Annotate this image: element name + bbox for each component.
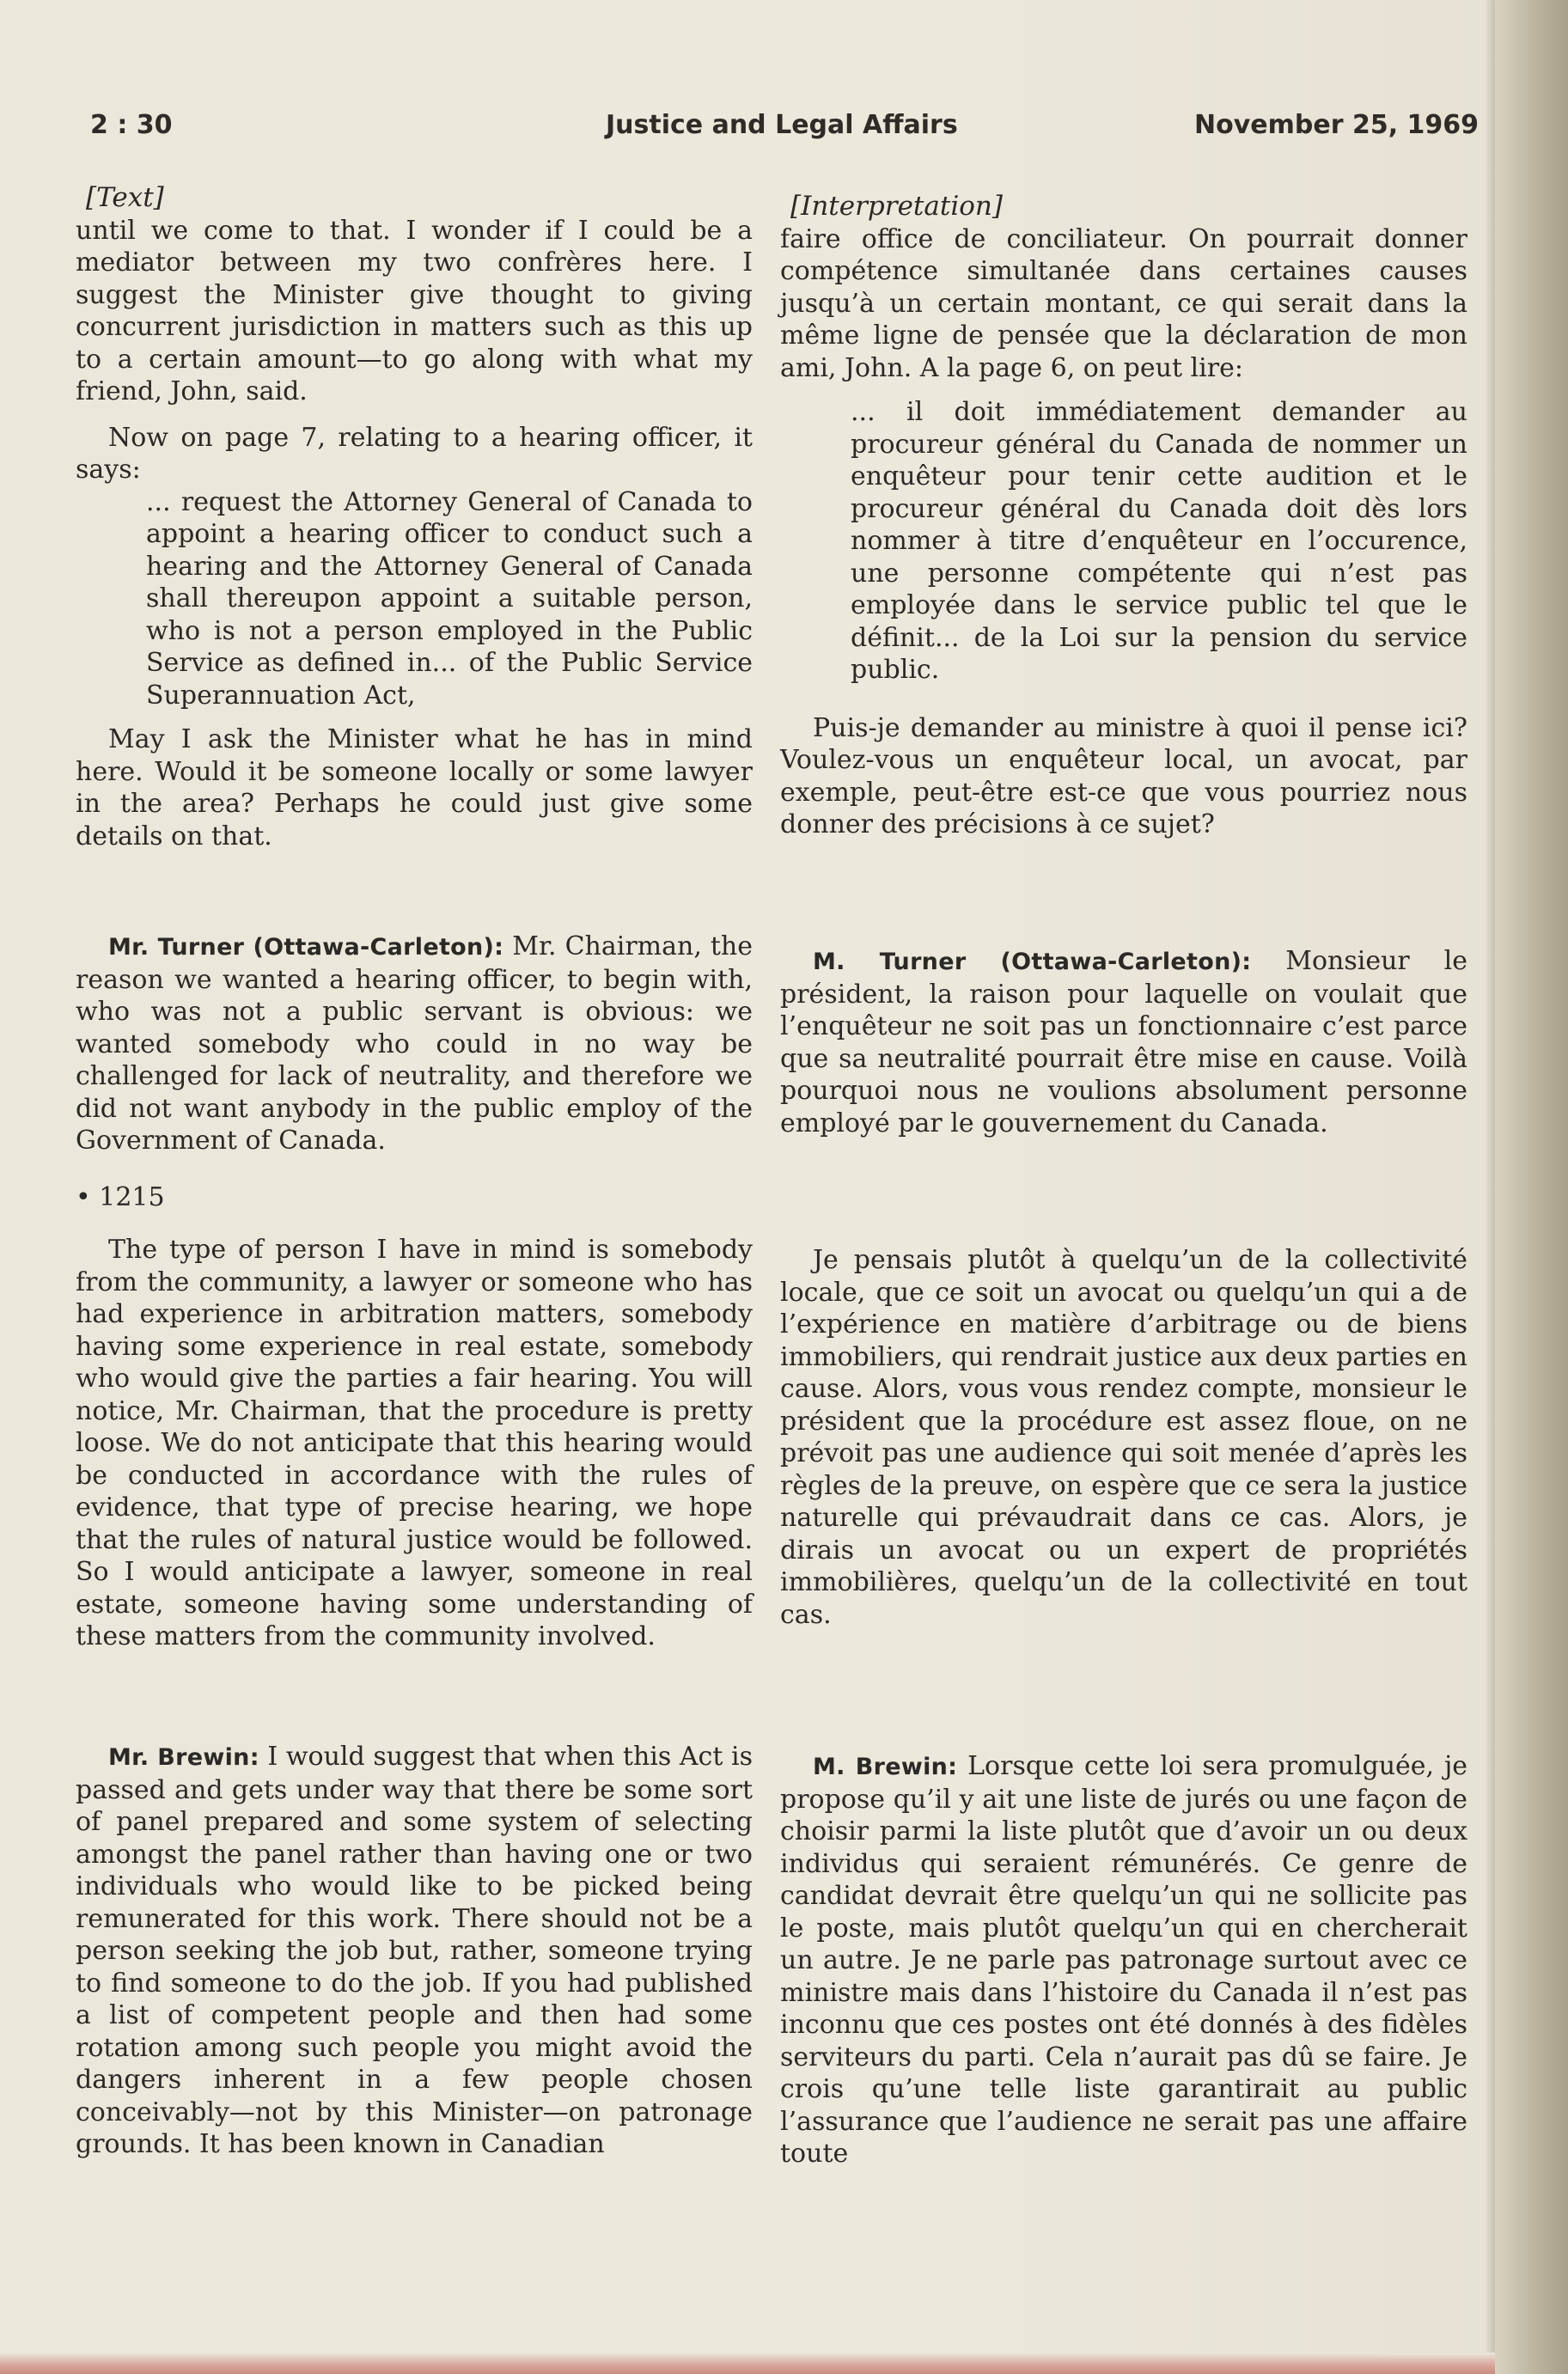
right-column-top [780,191,1467,841]
page-bottom-edge [0,2353,1495,2374]
right-brewin-block [780,1750,1467,2170]
right-turner-block [780,945,1467,1139]
right-brewin-paragraph [780,1750,1467,2170]
right-turner-paragraph [780,945,1467,1139]
left-paragraph-2: Now on page 7, relating to a hearing officer, it says: [76,422,753,485]
page-number: 2 : 30 [90,110,173,140]
text-tag: [Text] [86,182,164,213]
left-middle-block [76,1234,753,1653]
header-date: November 25, 1969 [1194,110,1480,140]
right-paragraph-1: faire office de conciliateur. On pourrait donner compétence simultanée dans certaines causes jusqu’à un certain montant, ce qui serait dans la même ligne de pensée que la déclaration de mon ami, John. A la page 6, on peut lire: [780,223,1467,383]
running-title: Justice and Legal Affairs [606,110,958,140]
right-paragraph-2: Puis-je demander au ministre à quoi il pense ici? Voulez-vous un enquêteur local, un avocat, par exemple, peut-être est-ce que vous pourriez nous donner des précisions à ce sujet? [780,712,1467,839]
time-marker: • 1215 [76,1182,165,1212]
speaker-turner-fr: M. Turner (Ottawa-Carleton): [813,949,1252,975]
speaker-brewin-fr: M. Brewin: [813,1754,958,1780]
right-middle-block [780,1244,1467,1631]
left-time-marker-block [76,1181,753,1214]
left-brewin-paragraph [76,1741,753,2161]
right-turner-text: Monsieur le président, la raison pour laquelle on voulait que l’enquêteur ne soit pas un fonctionnaire c’est parce que sa neutralité pourrait être mise en cause. Voilà pourquoi nous ne voulions absolument personne employé par le gouvernement du Canada. [780,946,1467,1138]
left-column-top [76,182,753,852]
left-quote: ... request the Attorney General of Canada to appoint a hearing officer to conduct such a hearing and the Attorney General of Canada shall thereupon appoint a suitable person, who is not a person employed in the Public Service as defined in... of the Public Service Superannuation Act, [146,486,753,711]
left-paragraph-1: until we come to that. I wonder if I could be a mediator between my two confrères here. I suggest the Minister give thought to giving concurrent jurisdiction in matters such as this up to a certain amount—to go along with what my friend, John, said. [76,215,753,406]
right-paragraph-3: Je pensais plutôt à quelqu’un de la collectivité locale, que ce soit un avocat ou quelqu’un qui a de l’expérience en matière d’arbitrage ou de biens immobiliers, qui rendrait justice aux deux parties en cause. Alors, vous vous rendez compte, monsieur le président que la procédure est assez floue, on ne prévoit pas une audience qui soit menée d’après les règles de la preuve, on espère que ce sera la justice naturelle qui prévaudrait dans ce cas. Alors, je dirais un avocat ou un expert de propriétés immobilières, quelqu’un de la collectivité en tout cas. [780,1245,1467,1630]
interpretation-tag: [Interpretation] [790,191,1003,222]
speaker-turner: Mr. Turner (Ottawa-Carleton): [108,934,504,961]
right-quote: ... il doit immédiatement demander au procureur général du Canada de nommer un enquêteur pour tenir cette audition et le procureur général du Canada doit dès lors nommer à titre d’enquêteur en l’occurence, une personne compétente qui n’est pas employée dans le service public tel que le définit... de la Loi sur la pension du service public. [851,397,1467,685]
book-binding [1495,0,1568,2374]
left-turner-block [76,931,753,1157]
left-brewin-text: I would suggest that when this Act is passed and gets under way that there be some sort of panel prepared and some system of selecting amongst the panel rather than having one or two individuals who would like to be picked being remunerated for this work. There should not be a person seeking the job but, rather, someone trying to find someone to do the job. If you had published a list of competent people and then had some rotation among such people you might avoid the dangers inherent in a few people chosen conceivably—not by this Minister—on patronage grounds. It has been known in Canadian [76,1742,753,2159]
left-turner-paragraph [76,931,753,1157]
left-brewin-block [76,1741,753,2161]
speaker-brewin: Mr. Brewin: [108,1744,259,1771]
right-brewin-text: Lorsque cette loi sera promulguée, je propose qu’il y ait une liste de jurés ou une façon de choisir parmi la liste plutôt que d’avoir un ou deux individus qui seraient rémunérés. Ce genre de candidat devrait être quelqu’un qui ne sollicite pas le poste, mais plutôt quelqu’un qui en chercherait un autre. Je ne parle pas patronage surtout avec ce ministre mais dans l’histoire du Canada il n’est pas inconnu que ces postes ont été donnés à des fidèles serviteurs du parti. Cela n’aurait pas dû se faire. Je crois qu’une telle liste garantirait au public l’assurance que l’audience ne serait pas une affaire toute [780,1751,1467,2169]
left-paragraph-4: The type of person I have in mind is somebody from the community, a lawyer or someone who has had experience in arbitration matters, somebody having some experience in real estate, somebody who would give the parties a fair hearing. You will notice, Mr. Chairman, that the procedure is pretty loose. We do not anticipate that this hearing would be conducted in accordance with the rules of evidence, that type of precise hearing, we hope that the rules of natural justice would be followed. So I would anticipate a lawyer, someone in real estate, someone having some understanding of these matters from the community involved. [76,1235,753,1651]
left-paragraph-3: May I ask the Minister what he has in mind here. Would it be someone locally or some lawyer in the area? Perhaps he could just give some details on that. [76,724,753,851]
left-turner-text: Mr. Chairman, the reason we wanted a hearing officer, to begin with, who was not a public servant is obvious: we wanted somebody who could in no way be challenged for lack of neutrality, and therefore we did not want anybody in the public employ of the Government of Canada. [76,931,753,1156]
